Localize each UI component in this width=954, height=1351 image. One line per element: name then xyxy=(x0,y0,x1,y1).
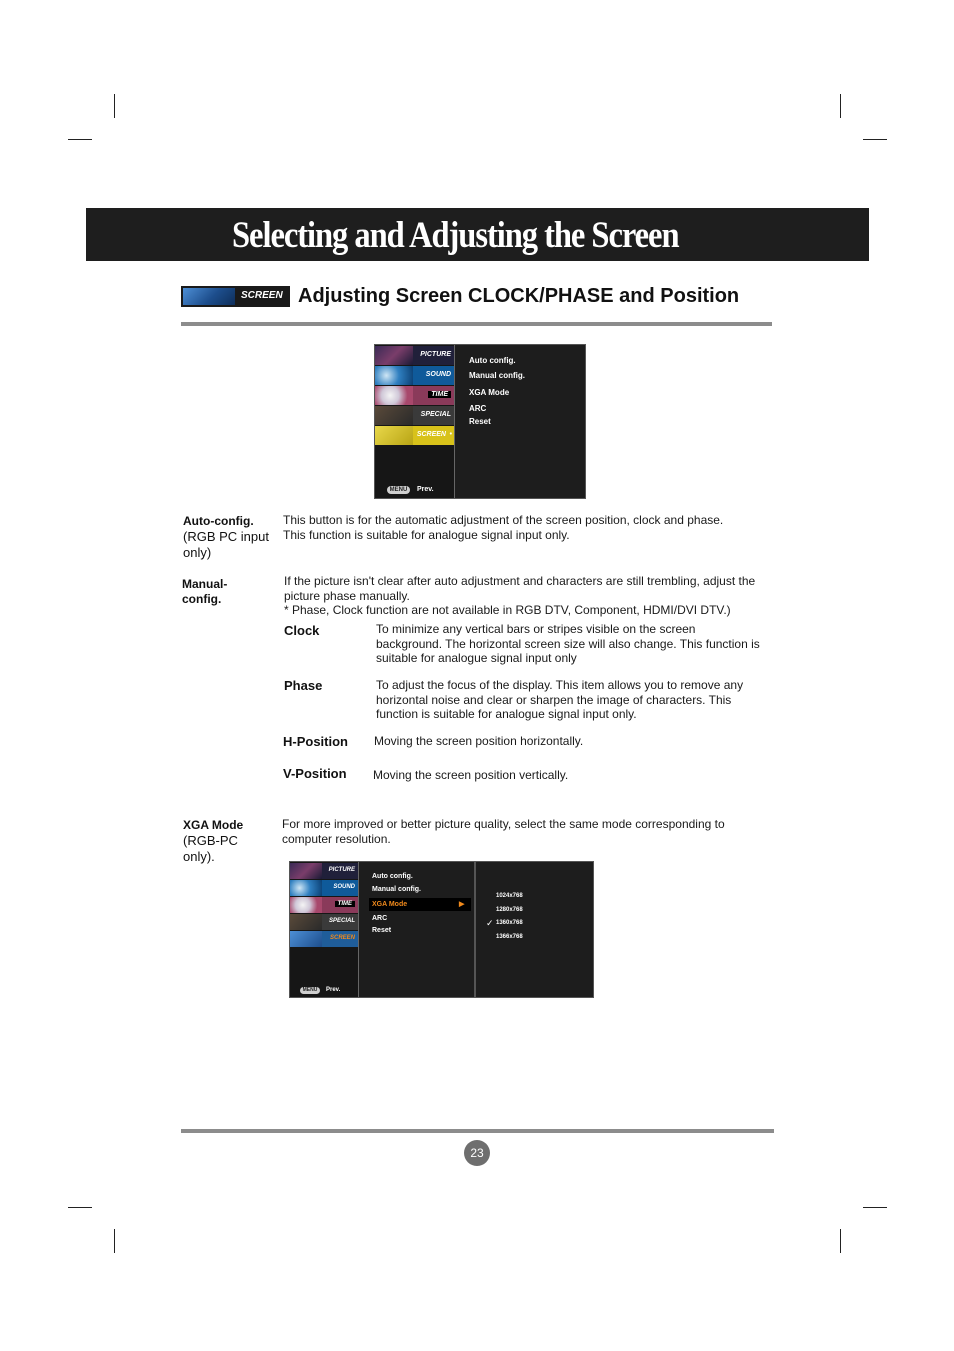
crop-mark xyxy=(840,94,841,118)
section-title: Adjusting Screen CLOCK/PHASE and Position xyxy=(298,285,740,307)
crop-mark xyxy=(840,1229,841,1253)
osd-option[interactable]: XGA Mode xyxy=(469,388,510,397)
osd-option[interactable]: ARC xyxy=(469,404,487,413)
xga-mode-term xyxy=(183,818,261,865)
osd-sidebar xyxy=(290,862,359,997)
osd-item-picture[interactable] xyxy=(375,346,454,365)
title-bar xyxy=(86,208,869,261)
footer-divider xyxy=(181,1129,774,1133)
osd-option[interactable]: ARC xyxy=(372,915,388,922)
special-icon xyxy=(290,914,322,930)
resolution-option[interactable]: 1280x768 xyxy=(496,907,523,913)
osd-option[interactable]: Manual config. xyxy=(372,886,421,893)
phase-term: Phase xyxy=(284,678,323,693)
resolution-option-checked[interactable]: 1360x768 xyxy=(496,920,523,926)
osd-item-special[interactable] xyxy=(375,406,454,425)
picture-icon xyxy=(375,346,413,365)
special-icon xyxy=(375,406,413,425)
sound-icon xyxy=(290,880,322,896)
screen-tab-label: SCREEN xyxy=(241,290,283,301)
v-position-description: Moving the screen position vertically. xyxy=(373,768,569,782)
menu-button[interactable]: MENU xyxy=(387,486,410,494)
term-qualifier: (RGB PC input only) xyxy=(183,529,269,560)
term-qualifier: (RGB-PC only). xyxy=(183,833,238,864)
osd-item-label: SPECIAL xyxy=(420,411,451,418)
sound-icon xyxy=(375,366,413,385)
page-number: 23 xyxy=(464,1140,490,1166)
osd-option[interactable]: Auto config. xyxy=(469,356,516,365)
checkmark-icon: ✓ xyxy=(486,918,494,928)
osd-item-label: TIME xyxy=(428,391,451,398)
screen-icon xyxy=(290,931,322,947)
clock-term: Clock xyxy=(284,623,320,638)
phase-description: To adjust the focus of the display. This item allows you to remove any horizontal noise and clear or sharpen the image of characters. This function is suitable for analogue signal input only. xyxy=(376,678,744,721)
xga-mode-description: For more improved or better picture quality, select the same mode corresponding to computer resolution. xyxy=(282,817,725,846)
osd-item-label: PICTURE xyxy=(328,867,355,873)
screen-thumbnail-icon xyxy=(183,288,235,305)
resolution-option[interactable]: 1366x768 xyxy=(496,934,523,940)
page-title: Selecting and Adjusting the Screen xyxy=(232,215,679,256)
auto-config-description: This button is for the automatic adjustment of the screen position, clock and phase. This function is suitable for analogue signal input only. xyxy=(283,513,724,542)
osd-option[interactable]: Reset xyxy=(372,927,392,934)
osd-xga-menu xyxy=(289,861,475,998)
crop-mark xyxy=(68,139,92,140)
crop-mark xyxy=(114,1229,115,1253)
osd-option[interactable]: Auto config. xyxy=(372,873,413,880)
crop-mark xyxy=(863,1207,887,1208)
menu-button[interactable]: MENU xyxy=(300,987,320,994)
v-position-term: V-Position xyxy=(283,766,347,781)
osd-item-special[interactable] xyxy=(290,914,358,930)
osd-option[interactable]: Manual config. xyxy=(469,371,525,380)
osd-item-label: SCREEN xyxy=(329,935,355,941)
picture-icon xyxy=(290,863,322,879)
resolution-option[interactable]: 1024x768 xyxy=(496,893,523,899)
crop-mark xyxy=(863,139,887,140)
crop-mark xyxy=(114,94,115,118)
osd-item-picture[interactable] xyxy=(290,863,358,879)
crop-mark xyxy=(68,1207,92,1208)
submenu-arrow-icon: ▶ xyxy=(459,901,465,908)
prev-label: Prev. xyxy=(417,486,434,493)
osd-item-sound[interactable] xyxy=(290,880,358,896)
active-dot-icon: • xyxy=(449,431,452,438)
screen-icon xyxy=(375,426,413,445)
clock-icon xyxy=(375,386,413,405)
osd-item-label: PICTURE xyxy=(420,351,451,358)
osd-menu xyxy=(374,344,586,499)
h-position-description: Moving the screen position horizontally. xyxy=(374,734,584,748)
term-label: Auto-config. xyxy=(183,514,254,528)
osd-item-time[interactable] xyxy=(375,386,454,405)
osd-item-sound[interactable] xyxy=(375,366,454,385)
term-label: XGA Mode xyxy=(183,818,244,832)
osd-sidebar xyxy=(375,345,455,498)
osd-item-label: TIME xyxy=(335,901,355,907)
osd-item-label: SOUND xyxy=(425,371,451,378)
manual-config-term: Manual-config. xyxy=(182,577,228,606)
osd-resolution-submenu xyxy=(475,861,594,998)
manual-config-note: * Phase, Clock function are not available in RGB DTV, Component, HDMI/DVI DTV.) xyxy=(284,603,731,617)
osd-item-screen[interactable] xyxy=(290,931,358,947)
osd-item-label: SCREEN xyxy=(416,431,446,438)
osd-item-label: SOUND xyxy=(333,884,355,890)
osd-option-selected[interactable]: XGA Mode xyxy=(372,901,408,908)
osd-item-label: SPECIAL xyxy=(328,918,355,924)
osd-item-time[interactable] xyxy=(290,897,358,913)
section-divider xyxy=(181,322,772,326)
clock-description: To minimize any vertical bars or stripes visible on the screen background. The horizontal screen size will also change. This function is suitable for analogue signal input only xyxy=(376,622,760,665)
osd-option[interactable]: Reset xyxy=(469,417,491,426)
clock-icon xyxy=(290,897,322,913)
prev-label: Prev. xyxy=(326,987,341,993)
osd-item-screen[interactable] xyxy=(375,426,454,445)
h-position-term: H-Position xyxy=(283,734,348,749)
auto-config-term xyxy=(183,514,273,561)
manual-config-description: If the picture isn't clear after auto adjustment and characters are still trembling, adjust the picture phase manually. xyxy=(284,574,756,603)
screen-tab-badge xyxy=(181,286,290,307)
